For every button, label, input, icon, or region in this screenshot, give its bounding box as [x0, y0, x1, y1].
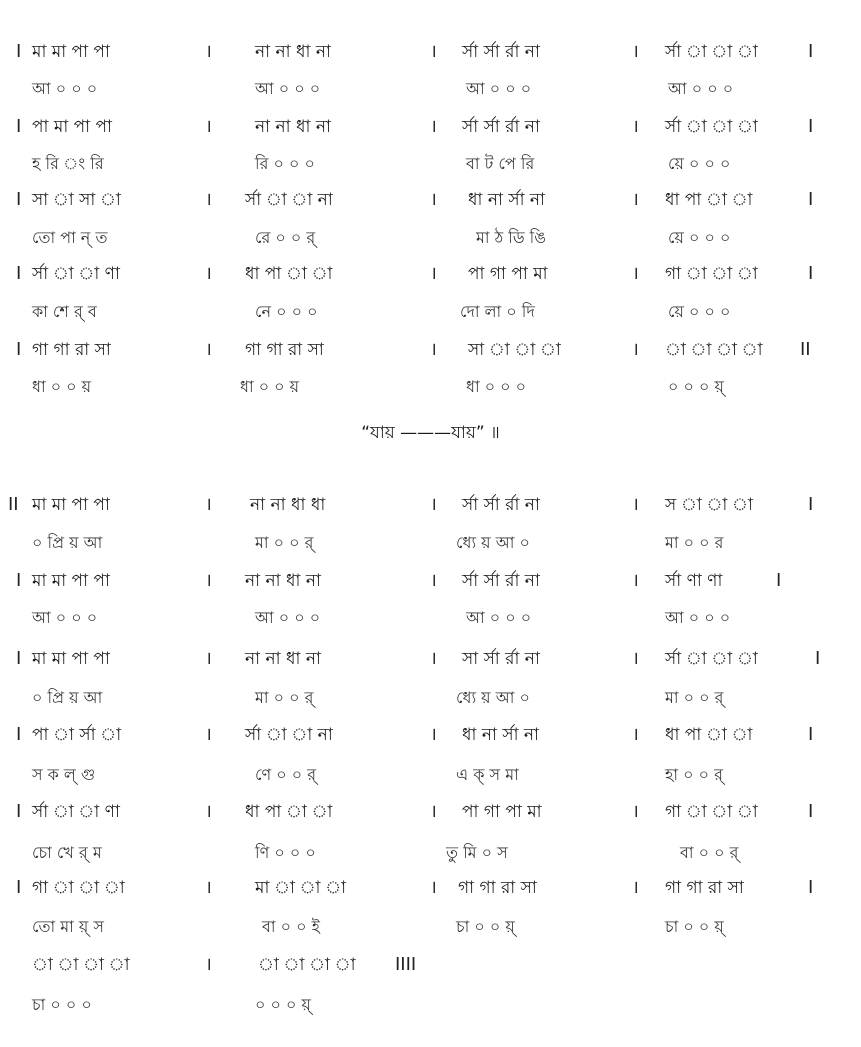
lyric-measure: য়ে ০ ০ ০ [668, 228, 731, 247]
lyric-measure: মা ০ ০ র্ [255, 533, 314, 552]
lyric-measure: আ ০ ০ ০ [665, 608, 731, 627]
measure: র্সা া া ণা [32, 264, 120, 284]
bar-line: I [16, 724, 22, 745]
lyric-measure: এ ক্ স মা [456, 765, 519, 784]
lyric-measure: বা ট পে রি [466, 154, 535, 173]
bar-line: । [205, 339, 212, 360]
notation-row [0, 490, 861, 520]
measure: র্সা র্সা র্রা না [462, 42, 540, 62]
lyric-measure: চা ০ ০ য়্ [456, 917, 515, 936]
bar-line: । [632, 189, 639, 210]
lyric-measure: চা ০ ০ য়্ [665, 917, 724, 936]
bar-line: । [430, 116, 437, 137]
lyrics-row [0, 372, 861, 402]
measure: ধা পা া া [665, 190, 753, 210]
bar-line: । [205, 494, 212, 515]
lyric-measure: ধ্যে য় আ ০ [456, 533, 530, 552]
bar-line: । [205, 263, 212, 284]
bar-line: I [776, 570, 782, 591]
measure: র্সা া া না [245, 725, 333, 745]
bar-line: । [632, 41, 639, 62]
bar-line: II [800, 339, 811, 360]
lyric-measure: ধা ০ ০ য় [32, 377, 92, 396]
lyric-measure: তো পা ন্ ত [32, 228, 108, 247]
lyrics-row [0, 603, 861, 633]
bar-line: । [632, 494, 639, 515]
measure: গা গা রা সা [245, 340, 324, 360]
bar-line: । [632, 801, 639, 822]
measure: না না ধা না [245, 571, 321, 591]
measure: র্সা র্সা র্রা না [462, 117, 540, 137]
lyric-measure: ণে ০ ০ র্ [255, 765, 317, 784]
lyric-measure: আ ০ ০ ০ [466, 608, 532, 627]
lyrics-row [0, 838, 861, 868]
lyrics-row [0, 149, 861, 179]
bar-line: । [632, 648, 639, 669]
measure: া া া া [665, 340, 763, 360]
bar-line: । [430, 648, 437, 669]
measure: না না ধা ধা [250, 495, 326, 515]
measure: গা গা রা সা [665, 878, 744, 898]
measure: র্সা র্সা র্রা না [462, 495, 540, 515]
lyrics-row [0, 297, 861, 327]
lyrics-row [0, 683, 861, 713]
lyrics-row [0, 760, 861, 790]
bar-line: I [16, 570, 22, 591]
measure: র্সা া া া [665, 649, 758, 669]
bar-line: I [808, 263, 814, 284]
lyric-measure: ণি ০ ০ ০ [255, 843, 316, 862]
bar-line: । [205, 189, 212, 210]
measure: র্সা ণা ণা [665, 571, 723, 591]
lyric-measure: মা ০ ০ র [665, 533, 724, 552]
measure: মা মা পা পা [32, 649, 110, 669]
notation-row [0, 335, 861, 365]
measure: পা মা পা পা [32, 117, 112, 137]
lyrics-row [0, 912, 861, 942]
bar-line: । [430, 339, 437, 360]
bar-line: । [430, 41, 437, 62]
bar-line: I [16, 41, 22, 62]
lyric-measure: তো মা য়্ স [32, 917, 104, 936]
measure: মা া া া [255, 878, 347, 898]
lyric-measure: ধ্যে য় আ ০ [456, 688, 530, 707]
measure: ধা পা া া [245, 802, 333, 822]
lyric-measure: ০ প্রি য় আ [32, 688, 103, 707]
lyric-measure: মা ঠ ডি ঙি [476, 228, 546, 247]
measure: পা গা পা মা [462, 802, 542, 822]
lyric-measure: দো লা ০ দি [460, 302, 535, 321]
measure: র্সা া া া [665, 117, 758, 137]
lyric-measure: মা ০ ০ র্ [665, 688, 724, 707]
lyric-measure: মা ০ ০ র্ [255, 688, 314, 707]
bar-line: I [808, 801, 814, 822]
lyric-measure: আ ০ ০ ০ [32, 79, 98, 98]
lyric-measure: হ রি ং রি [32, 154, 104, 173]
lyric-measure: বা ০ ০ র্ [680, 843, 739, 862]
notation-row [0, 720, 861, 750]
bar-line: । [205, 648, 212, 669]
bar-line: I [16, 648, 22, 669]
bar-line: । [632, 570, 639, 591]
measure: গা গা রা সা [458, 878, 537, 898]
lyric-measure: আ ০ ০ ০ [32, 608, 98, 627]
lyric-measure: আ ০ ০ ০ [668, 79, 734, 98]
lyric-measure: আ ০ ০ ০ [255, 79, 321, 98]
measure: া া া া [258, 955, 356, 975]
lyric-measure: ০ ০ ০ য়্ [668, 377, 724, 396]
notation-row [0, 644, 861, 674]
bar-line: । [632, 339, 639, 360]
measure: গা া া া [32, 878, 125, 898]
end-bar-line: IIII [395, 954, 417, 975]
lyric-measure: ধা ০ ০ ০ [466, 377, 527, 396]
bar-line: I [16, 877, 22, 898]
lyric-measure: স ক ল্ গু [32, 765, 96, 784]
measure: পা গা পা মা [468, 264, 548, 284]
measure: গা গা রা সা [32, 340, 111, 360]
lyric-measure: রে ০ ০ র্ [255, 228, 316, 247]
notation-row [0, 37, 861, 67]
measure: মা মা পা পা [32, 495, 110, 515]
bar-line: । [205, 954, 212, 975]
bar-line: । [430, 877, 437, 898]
measure: সা র্সা র্রা না [462, 649, 540, 669]
bar-line: । [205, 116, 212, 137]
lyric-measure: হা ০ ০ র্ [665, 765, 723, 784]
bar-line: । [632, 116, 639, 137]
measure: সা া া া [468, 340, 561, 360]
lyric-measure: বা ০ ০ ই [262, 917, 320, 936]
bar-line: । [205, 570, 212, 591]
bar-line: I [16, 116, 22, 137]
measure: র্সা া া া [665, 42, 758, 62]
lyric-measure: ০ ০ ০ য়্ [255, 995, 311, 1014]
notation-row [0, 950, 861, 980]
bar-line: I [808, 41, 814, 62]
bar-line: I [815, 648, 821, 669]
measure: া া া া [32, 955, 130, 975]
bar-line: II [8, 494, 19, 515]
bar-line: । [430, 724, 437, 745]
measure: ধা পা া া [665, 725, 753, 745]
bar-line: । [430, 263, 437, 284]
measure: ধা না র্সা না [468, 190, 545, 210]
measure: র্সা া া না [245, 190, 333, 210]
notation-row [0, 873, 861, 903]
bar-line: I [16, 189, 22, 210]
bar-line: I [16, 801, 22, 822]
bar-line: । [632, 724, 639, 745]
bar-line: I [808, 189, 814, 210]
lyric-measure: ধা ০ ০ য় [240, 377, 300, 396]
bar-line: I [808, 494, 814, 515]
lyrics-row [0, 528, 861, 558]
bar-line: I [16, 339, 22, 360]
lyric-measure: আ ০ ০ ০ [466, 79, 532, 98]
lyric-measure: রি ০ ০ ০ [255, 154, 315, 173]
measure: র্সা র্সা র্রা না [462, 571, 540, 591]
bar-line: I [16, 263, 22, 284]
lyric-measure: আ ০ ০ ০ [255, 608, 321, 627]
notation-row [0, 797, 861, 827]
notation-row [0, 259, 861, 289]
lyric-measure: চা ০ ০ ০ [32, 995, 92, 1014]
bar-line: । [205, 877, 212, 898]
refrain-caption: “যায় ———যায়” ॥ [361, 423, 500, 443]
measure: পা া র্সা া [32, 725, 122, 745]
measure: গা া া া [665, 264, 758, 284]
lyrics-row [0, 990, 861, 1020]
measure: ধা না র্সা না [462, 725, 539, 745]
measure: না না ধা না [255, 42, 331, 62]
bar-line: । [430, 189, 437, 210]
bar-line: । [205, 41, 212, 62]
bar-line: । [430, 494, 437, 515]
measure: গা া া া [665, 802, 758, 822]
lyric-measure: ০ প্রি য় আ [32, 533, 103, 552]
bar-line: I [808, 116, 814, 137]
bar-line: । [632, 263, 639, 284]
bar-line: । [205, 724, 212, 745]
lyrics-row [0, 74, 861, 104]
measure: মা মা পা পা [32, 42, 110, 62]
lyric-measure: য়ে ০ ০ ০ [668, 302, 731, 321]
measure: র্সা া া ণা [32, 802, 120, 822]
measure: স া া া [665, 495, 753, 515]
notation-row [0, 185, 861, 215]
lyric-measure: চো খে র্ ম [32, 843, 102, 862]
notation-row [0, 112, 861, 142]
lyric-measure: কা শে র্ ব [32, 302, 97, 321]
bar-line: I [808, 724, 814, 745]
measure: না না ধা না [245, 649, 321, 669]
bar-line: । [632, 877, 639, 898]
lyric-measure: নে ০ ০ ০ [255, 302, 318, 321]
bar-line: । [205, 801, 212, 822]
bar-line: । [430, 801, 437, 822]
bar-line: I [808, 877, 814, 898]
measure: মা মা পা পা [32, 571, 110, 591]
notation-row [0, 566, 861, 596]
measure: সা া সা া [32, 190, 121, 210]
lyric-measure: তু মি ০ স [446, 843, 508, 862]
lyric-measure: য়ে ০ ০ ০ [668, 154, 731, 173]
measure: ধা পা া া [245, 264, 333, 284]
bar-line: । [430, 570, 437, 591]
lyrics-row [0, 223, 861, 253]
measure: না না ধা না [255, 117, 331, 137]
